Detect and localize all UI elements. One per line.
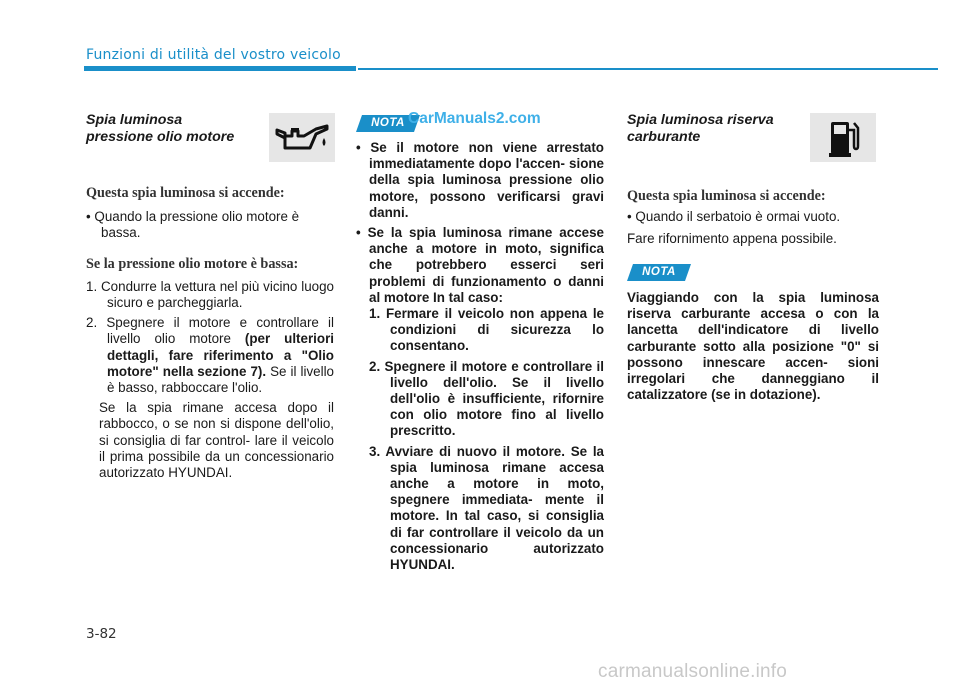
right-nota-text: Viaggiando con la spia luminosa riserva carburante accesa o con la lancetta dell'indicatore di livello carburante sotto alla posizione "0" si possono innescare accen- sioni irregolari che danneggiano il catalizzatore (se in dotazione).	[627, 290, 879, 403]
left-subheading-2: Se la pressione olio motore è bassa:	[86, 255, 299, 272]
footer-watermark: carmanualsonline.info	[598, 661, 788, 682]
nota-badge-right	[627, 264, 691, 281]
left-title-line2: pressione olio motore	[86, 129, 235, 145]
left-bullet-1: • Quando la pressione olio motore è bassa.	[86, 209, 300, 241]
middle-column-body	[356, 140, 604, 573]
left-paragraph: Se la spia rimane accesa dopo il rabbocco, o se non si dispone dell'olio, si consiglia di far control- lare il veicolo il prima possibile da un concessionario autorizzato HYUNDAI.	[99, 400, 334, 481]
left-step-2	[86, 315, 334, 396]
left-subheading-1: Questa spia luminosa si accende:	[86, 185, 285, 201]
left-step-2-text: 2. Spegnere il motore e controllare il livello olio motore	[86, 315, 334, 347]
right-title-line1: Spia luminosa riserva	[627, 112, 774, 128]
left-title-line1: Spia luminosa	[86, 112, 183, 128]
left-step-2-tail: Se il livello è basso, rabboccare l'olio.	[107, 363, 335, 396]
right-subheading-1: Questa spia luminosa si accende:	[627, 188, 826, 204]
header-rule-thin	[358, 68, 938, 70]
low-fuel-warning-icon-box	[810, 113, 876, 162]
nota-label-middle: NOTA	[371, 117, 405, 129]
fuel-pump-icon	[823, 116, 863, 160]
middle-step-1: 1. Fermare il veicolo non appena le condizioni di sicurezza lo consentano.	[369, 306, 604, 354]
right-line: Fare rifornimento appena possibile.	[627, 231, 837, 247]
page-number: 3-82	[86, 626, 117, 642]
right-title-line2: carburante	[627, 129, 701, 145]
section-header-title: Funzioni di utilità del vostro veicolo	[86, 47, 341, 63]
watermark-top: CarManuals2.com	[408, 110, 541, 127]
oil-can-icon	[272, 121, 332, 155]
right-bullet-1: • Quando il serbatoio è ormai vuoto.	[627, 209, 841, 225]
middle-step-3: 3. Avviare di nuovo il motore. Se la spia luminosa rimane accesa anche a motore in moto, spegnere immediata- mente il motore. In tal caso, si consiglia di far controllare il veicolo da un concessionario autorizzato HYUNDAI.	[369, 443, 604, 573]
middle-bullet-2: • Se la spia luminosa rimane accese anche a motore in moto, significa che potrebbero esserci seri problemi di funzionamento o danni al motore In tal caso:	[356, 225, 604, 305]
right-section-title	[627, 112, 807, 146]
left-column-body	[86, 185, 334, 481]
middle-step-2: 2. Spegnere il motore e controllare il livello dell'olio. Se il livello dell'olio è insufficiente, rifornire con olio motore fino al livello prescritto.	[369, 358, 604, 439]
right-column-body	[627, 188, 879, 248]
left-section-title	[86, 112, 266, 146]
header-rule-thick	[84, 66, 356, 71]
oil-pressure-warning-icon-box	[269, 113, 335, 162]
middle-bullet-1: • Se il motore non viene arrestato immediatamente dopo l'accen- sione della spia luminosa pressione olio motore, possono verificarsi gravi danni.	[356, 140, 604, 220]
left-step-1: 1. Condurre la vettura nel più vicino luogo sicuro e parcheggiarla.	[86, 278, 334, 311]
left-step-2-reference: (per ulteriori dettagli, fare riferimento a "Olio motore" nella sezione 7).	[107, 331, 334, 379]
nota-label-right: NOTA	[642, 266, 676, 278]
